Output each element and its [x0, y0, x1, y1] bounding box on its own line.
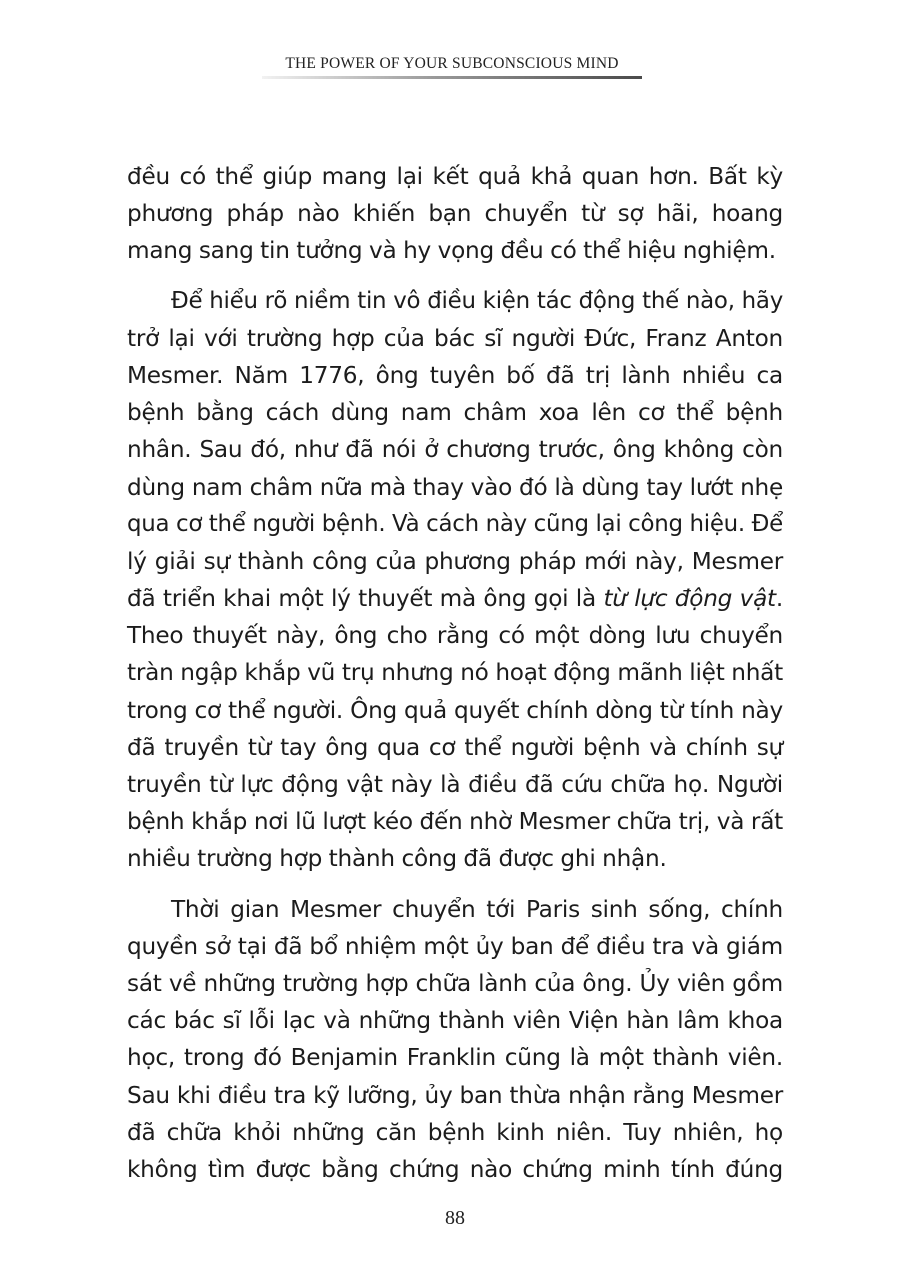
text-line: học, trong đó Benjamin Franklin cũng là một thành viên.	[127, 1044, 783, 1072]
text-line: dùng nam châm nữa mà thay vào đó là dùng tay lướt nhẹ	[127, 473, 783, 501]
paragraph-3	[127, 891, 783, 1189]
text-line: mang sang tin tưởng và hy vọng đều có thể hiệu nghiệm.	[127, 237, 776, 265]
text-line: Theo thuyết này, ông cho rằng có một dòng lưu chuyển	[127, 622, 783, 650]
text-line: quyền sở tại đã bổ nhiệm một ủy ban để điều tra và giám	[127, 932, 783, 960]
text-line: đều có thể giúp mang lại kết quả khả quan hơn. Bất kỳ	[127, 163, 783, 190]
paragraph-spacer	[127, 270, 783, 283]
text-fragment: .	[775, 585, 783, 613]
text-line: Để hiểu rõ niềm tin vô điều kiện tác động thế nào, hãy	[171, 287, 783, 314]
paragraph-spacer	[127, 878, 783, 891]
text-line: sát về những trường hợp chữa lành của ông. Ủy viên gồm	[127, 969, 783, 997]
text-line: bệnh khắp nơi lũ lượt kéo đến nhờ Mesmer chữa trị, và rất	[127, 808, 783, 836]
text-line: bệnh bằng cách dùng nam châm xoa lên cơ thể bệnh	[127, 399, 783, 427]
text-line: lý giải sự thành công của phương pháp mới này, Mesmer	[127, 547, 783, 575]
paragraph-2	[127, 283, 783, 878]
text-line: truyền từ lực động vật này là điều đã cứu chữa họ. Người	[127, 771, 783, 798]
text-line: tràn ngập khắp vũ trụ nhưng nó hoạt động mãnh liệt nhất	[127, 659, 783, 687]
text-line: Thời gian Mesmer chuyển tới Paris sinh sống, chính	[171, 895, 783, 923]
paragraph-1	[127, 158, 783, 270]
text-line: trở lại với trường hợp của bác sĩ người Đức, Franz Anton	[127, 324, 783, 352]
italic-term: từ lực động vật	[603, 585, 776, 613]
text-fragment: đã triển khai một lý thuyết mà ông gọi là	[127, 585, 604, 613]
text-line: phương pháp nào khiến bạn chuyển từ sợ hãi, hoang	[127, 200, 783, 228]
text-line-with-italic-term	[127, 580, 783, 617]
text-line: Mesmer. Năm 1776, ông tuyên bố đã trị lành nhiều ca	[127, 361, 783, 389]
running-header-title: THE POWER OF YOUR SUBCONSCIOUS MIND	[285, 55, 619, 72]
text-line: nhân. Sau đó, như đã nói ở chương trước, ông không còn	[127, 436, 783, 464]
text-line: Sau khi điều tra kỹ lưỡng, ủy ban thừa nhận rằng Mesmer	[127, 1081, 783, 1109]
header-rule	[262, 76, 642, 79]
page-number: 88	[445, 1207, 465, 1229]
text-line: trong cơ thể người. Ông quả quyết chính dòng từ tính này	[127, 696, 783, 724]
text-line: đã truyền từ tay ông qua cơ thể người bệnh và chính sự	[127, 733, 783, 761]
text-line: nhiều trường hợp thành công đã được ghi nhận.	[127, 845, 667, 873]
text-line: các bác sĩ lỗi lạc và những thành viên Viện hàn lâm khoa	[127, 1007, 783, 1035]
text-line: không tìm được bằng chứng nào chứng minh tính đúng	[127, 1155, 783, 1183]
body-text	[127, 158, 783, 1188]
text-line: đã chữa khỏi những căn bệnh kinh niên. Tuy nhiên, họ	[127, 1118, 783, 1146]
text-line: qua cơ thể người bệnh. Và cách này cũng lại công hiệu. Để	[127, 510, 783, 537]
